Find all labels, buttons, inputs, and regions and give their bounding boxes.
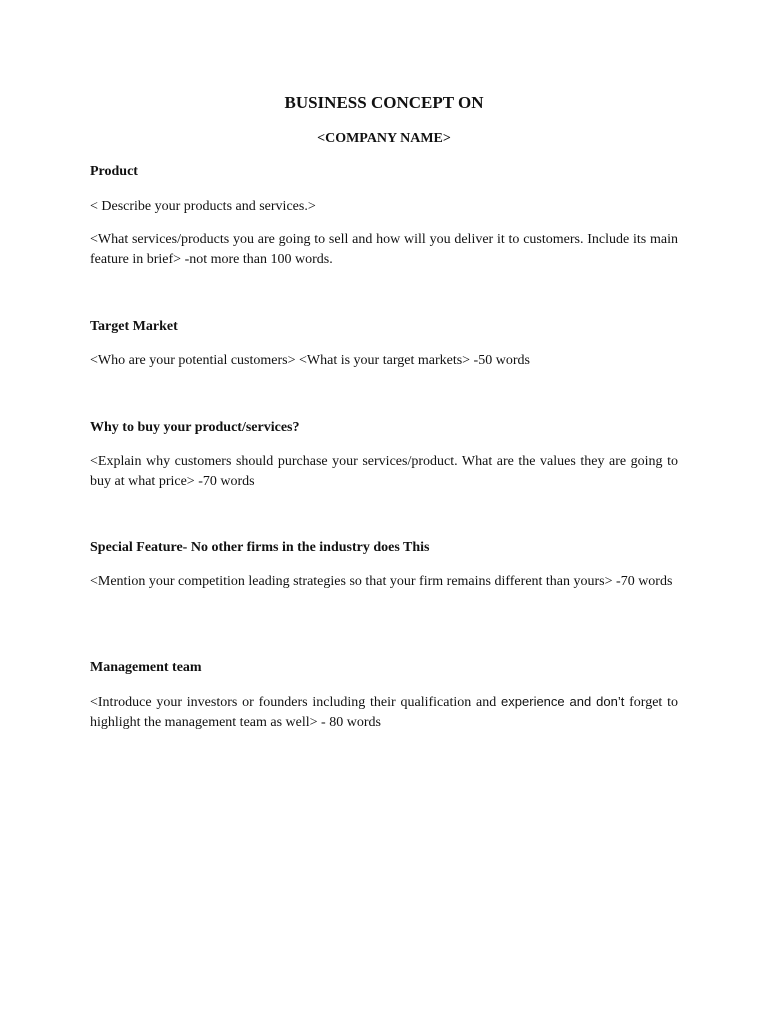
- management-text-part2: experience and don’t: [501, 694, 625, 709]
- target-market-heading: Target Market: [90, 319, 178, 334]
- why-buy-text: <Explain why customers should purchase your services/product. What are the values they are going to buy at what price> -70 words: [90, 454, 678, 489]
- special-feature-heading: Special Feature- No other firms in the industry does This: [90, 540, 430, 555]
- company-name-placeholder: <COMPANY NAME>: [317, 131, 451, 146]
- section-product: [90, 163, 678, 270]
- why-buy-heading: Why to buy your product/services?: [90, 420, 300, 435]
- product-heading: Product: [90, 164, 138, 179]
- management-text-part3: forget to highlight the management team as well> - 80 words: [90, 695, 678, 730]
- target-market-text: <Who are your potential customers> <What is your target markets> -50 words: [90, 353, 530, 368]
- section-management-team: [90, 659, 678, 733]
- section-special-feature: [90, 539, 678, 592]
- management-heading: Management team: [90, 660, 202, 675]
- document-title: BUSINESS CONCEPT ON: [284, 93, 484, 112]
- product-line1: < Describe your products and services.>: [90, 199, 316, 214]
- product-line2: <What services/products you are going to sell and how will you deliver it to customers. Include its main feature in brief> -not more than 100 words.: [90, 232, 678, 267]
- section-target-market: [90, 318, 678, 371]
- section-why-buy: [90, 419, 678, 492]
- special-feature-text: <Mention your competition leading strategies so that your firm remains different than yours> -70 words: [90, 574, 673, 589]
- management-text: [90, 692, 678, 733]
- management-text-part1: <Introduce your investors or founders including their qualification and: [90, 695, 502, 710]
